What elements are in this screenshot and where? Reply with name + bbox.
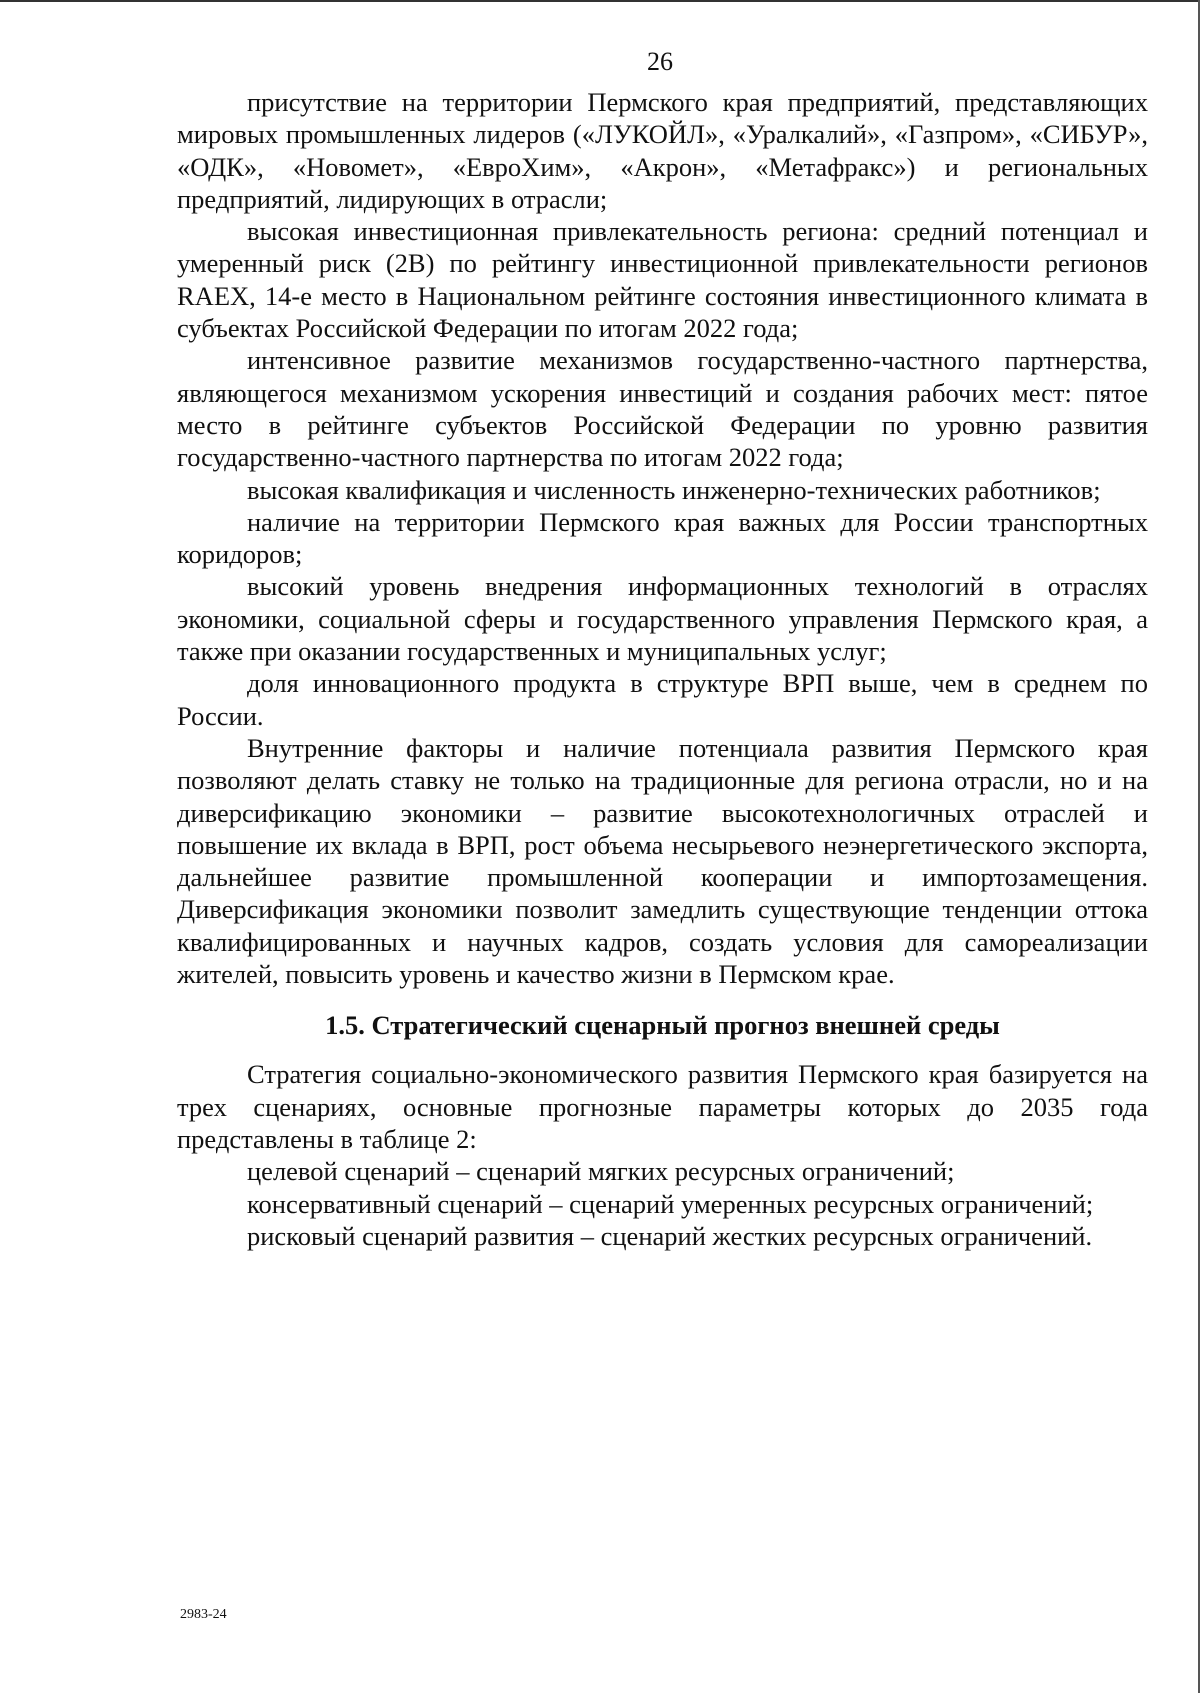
paragraph-target-scenario: целевой сценарий – сценарий мягких ресурсных ограничений;	[247, 1156, 955, 1187]
paragraph-innovation-share: доля инновационного продукта в структуре ВРП выше, чем в среднем по России.	[177, 668, 1148, 731]
paragraph-risk-scenario: рисковый сценарий развития – сценарий жестких ресурсных ограничений.	[247, 1220, 1093, 1251]
paragraph-strategy-scenarios: Стратегия социально-экономического развития Пермского края базируется на трех сценариях, основные прогнозные параметры которых до 2035 года представлены в таблице 2:	[177, 1059, 1148, 1154]
paragraph-it-adoption: высокий уровень внедрения информационных технологий в отраслях экономики, социальной сферы и государственного управления Пермского края, а также при оказании государственных и муниципальных услуг;	[177, 571, 1148, 667]
paragraph-transport-corridors: наличие на территории Пермского края важных для России транспортных коридоров;	[177, 506, 1148, 570]
paragraph-leaders-presence: присутствие на территории Пермского края предприятий, представляющих мировых промышленных лидеров («ЛУКОЙЛ», «Уралкалий», «Газпром», «СИБУР», «ОДК», «Новомет», «ЕвроХим», «Акрон», «Метафракс») и региональных предприятий, лидирующих в отрасли;	[177, 87, 1148, 214]
section-heading: 1.5. Стратегический сценарный прогноз внешней среды	[325, 1010, 1000, 1041]
document-body	[177, 86, 1148, 1252]
document-code: 2983-24	[180, 1607, 227, 1622]
paragraph-ppp-development: интенсивное развитие механизмов государственно-частного партнерства, являющегося механизмом ускорения инвестиций и создания рабочих мест: пятое место в рейтинге субъектов Российской Федерации по уровню развития государственно-частного партнерства по итогам 2022 года;	[177, 345, 1148, 473]
scan-top-edge	[0, 0, 1200, 2]
paragraph-engineering-staff: высокая квалификация и численность инженерно-технических работников;	[247, 474, 1101, 505]
paragraph-investment-attractiveness: высокая инвестиционная привлекательность региона: средний потенциал и умеренный риск (2B) по рейтингу инвестиционной привлекательности регионов RAEX, 14-е место в Национальном рейтинге состояния инвестиционного климата в субъектах Российской Федерации по итогам 2022 года;	[177, 216, 1148, 344]
page-number: 26	[647, 47, 673, 76]
paragraph-diversification: Внутренние факторы и наличие потенциала развития Пермского края позволяют делать ставку не только на традиционные для региона отрасли, но и на диверсификацию экономики – развитие высокотехнологичных отраслей и повышение их вклада в ВРП, рост объема несырьевого неэнергетического экспорта, дальнейшее развитие промышленной кооперации и импортозамещения. Диверсификация экономики позволит замедлить существующие тенденции оттока квалифицированных и научных кадров, создать условия для самореализации жителей, повысить уровень и качество жизни в Пермском крае.	[177, 732, 1148, 990]
paragraph-conservative-scenario: консервативный сценарий – сценарий умеренных ресурсных ограничений;	[247, 1188, 1094, 1219]
